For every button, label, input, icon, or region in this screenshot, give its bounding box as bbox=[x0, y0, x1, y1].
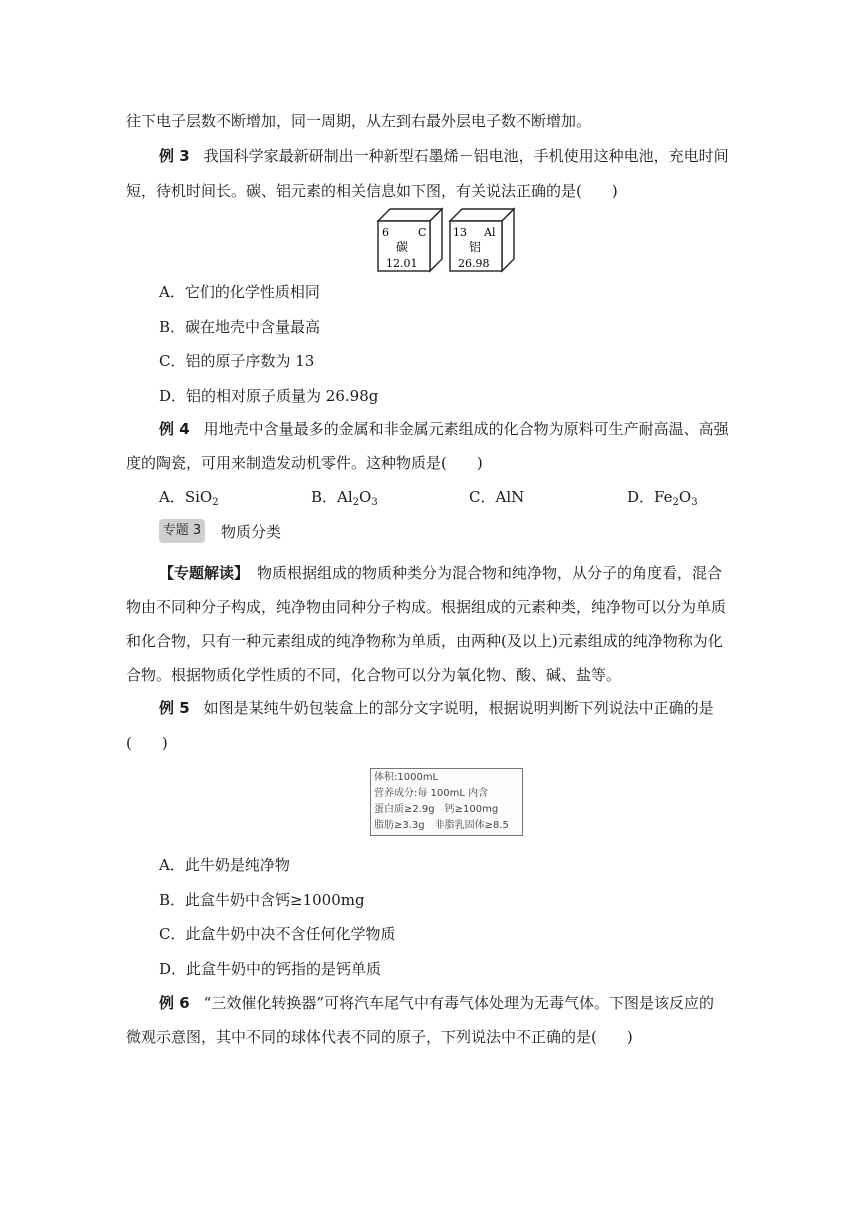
label-line: 体积:1000mL bbox=[374, 772, 439, 783]
topic-intro-line-4: 合物。根据物质化学性质的不同，化合物可以分为氧化物、酸、碱、盐等。 bbox=[126, 666, 622, 684]
example-6-line-1 bbox=[159, 993, 714, 1013]
topic-intro-label: 【专题解读】 bbox=[159, 564, 250, 582]
option-c: C．此盒牛奶中决不含任何化学物质 bbox=[159, 925, 396, 943]
example-4-line-2: 度的陶瓷，可用来制造发动机零件。这种物质是( ) bbox=[126, 454, 483, 472]
example-5-line-1 bbox=[159, 698, 714, 718]
example-4-line-1 bbox=[159, 419, 729, 439]
carbon-number: 6 bbox=[382, 226, 389, 239]
topic-intro-line-2: 物由不同种分子构成，纯净物由同种分子构成。根据组成的元素种类，纯净物可以分为单质 bbox=[126, 598, 727, 616]
label-line: 脂肪≥3.3g 非脂乳固体≥8.5 bbox=[374, 820, 509, 831]
topic-intro-line-3: 和化合物，只有一种元素组成的纯净物称为单质，由两种(及以上)元素组成的纯净物称为化 bbox=[126, 632, 723, 650]
example-3-line-2: 短，待机时间长。碳、铝元素的相关信息如下图，有关说法正确的是( ) bbox=[126, 182, 618, 200]
example-label: 例 3 bbox=[159, 147, 190, 165]
option-a: A．SiO$_2$ bbox=[159, 488, 219, 508]
topic-title: 物质分类 bbox=[221, 523, 282, 541]
example-text: 如图是某纯牛奶包装盒上的部分文字说明，根据说明判断下列说法中正确的是 bbox=[203, 699, 714, 717]
option-d: D．$Fe_2O_3$ bbox=[627, 488, 698, 508]
example-text: 用地壳中含量最多的金属和非金属元素组成的化合物为原料可生产耐高温、高强 bbox=[203, 420, 729, 438]
carbon-mass: 12.01 bbox=[386, 257, 418, 270]
paragraph-line: 往下电子层数不断增加，同一周期，从左到右最外层电子数不断增加。 bbox=[126, 112, 592, 130]
carbon-element-card bbox=[378, 209, 442, 271]
option-a: A．它们的化学性质相同 bbox=[159, 283, 320, 301]
option-b: B．碳在地壳中含量最高 bbox=[159, 318, 321, 336]
option-b: B．$Al_2O_3$ bbox=[311, 488, 378, 508]
example-text: “三效催化转换器”可将汽车尾气中有毒气体处理为无毒气体。下图是该反应的 bbox=[203, 994, 715, 1012]
example-label: 例 4 bbox=[159, 420, 190, 438]
example-3-line-1 bbox=[159, 146, 729, 166]
aluminum-name: 铝 bbox=[469, 240, 482, 254]
option-d: D．此盒牛奶中的钙指的是钙单质 bbox=[159, 960, 382, 978]
example-5-line-2: ( ) bbox=[126, 734, 168, 752]
paragraph-text: 物质根据组成的物质种类分为混合物和纯净物，从分子的角度看，混合 bbox=[257, 564, 723, 582]
aluminum-mass: 26.98 bbox=[458, 257, 490, 270]
aluminum-number: 13 bbox=[453, 226, 467, 239]
option-a: A．此牛奶是纯净物 bbox=[159, 856, 290, 874]
topic-intro-line-1 bbox=[159, 563, 722, 583]
example-text: 我国科学家最新研制出一种新型石墨烯－铝电池，手机使用这种电池，充电时间 bbox=[203, 147, 729, 165]
option-b: B．此盒牛奶中含钙≥1000mg bbox=[159, 891, 365, 909]
milk-label-figure bbox=[370, 768, 523, 836]
carbon-name: 碳 bbox=[396, 240, 409, 254]
element-cards-figure bbox=[376, 207, 516, 273]
option-c: C．AlN bbox=[469, 488, 525, 506]
aluminum-element-card bbox=[450, 209, 514, 271]
example-label: 例 5 bbox=[159, 699, 190, 717]
option-c: C．铝的原子序数为 13 bbox=[159, 352, 315, 370]
label-line: 营养成分:每 100mL 内含 bbox=[374, 788, 489, 799]
example-6-line-2: 微观示意图，其中不同的球体代表不同的原子，下列说法中不正确的是( ) bbox=[126, 1028, 633, 1046]
carbon-symbol: C bbox=[418, 226, 427, 239]
label-line: 蛋白质≥2.9g 钙≥100mg bbox=[374, 804, 499, 815]
option-d: D．铝的相对原子质量为 26.98g bbox=[159, 387, 379, 405]
example-label: 例 6 bbox=[159, 994, 190, 1012]
aluminum-symbol: Al bbox=[484, 226, 496, 239]
topic-badge: 专题 3 bbox=[159, 519, 205, 543]
